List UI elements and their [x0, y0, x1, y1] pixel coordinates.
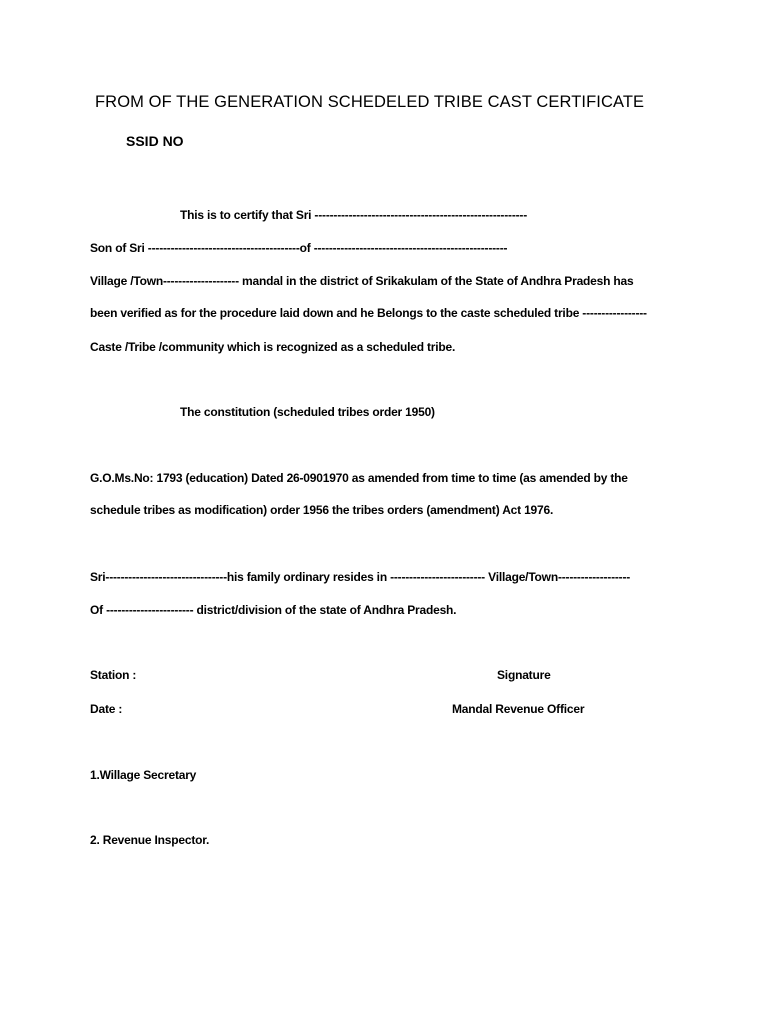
- willage-secretary-item: 1.Willage Secretary: [90, 768, 197, 782]
- signature-label: Signature: [497, 668, 551, 682]
- station-label: Station :: [90, 668, 137, 682]
- constitution-line: The constitution (scheduled tribes order 1950): [180, 405, 435, 419]
- verified-line: been verified as for the procedure laid down and he Belongs to the caste scheduled tribe -----------------: [90, 306, 647, 320]
- date-label: Date :: [90, 702, 123, 716]
- officer-label: Mandal Revenue Officer: [452, 702, 585, 716]
- revenue-inspector-item: 2. Revenue Inspector.: [90, 833, 210, 847]
- village-line: Village /Town-------------------- mandal in the district of Srikakulam of the State of Andhra Pradesh has: [90, 274, 634, 288]
- district-line: Of ----------------------- district/division of the state of Andhra Pradesh.: [90, 603, 457, 617]
- son-of-line: Son of Sri ----------------------------------------of ---------------------------------------------------: [90, 241, 508, 255]
- sri-family-line: Sri--------------------------------his family ordinary resides in ------------------------- Village/Town-------------------: [90, 570, 631, 584]
- schedule-line: schedule tribes as modification) order 1956 the tribes orders (amendment) Act 1976.: [90, 503, 554, 517]
- ssid-label: SSID NO: [126, 133, 184, 149]
- caste-line: Caste /Tribe /community which is recognized as a scheduled tribe.: [90, 340, 456, 354]
- goms-line: G.O.Ms.No: 1793 (education) Dated 26-0901970 as amended from time to time (as amended by the: [90, 471, 628, 485]
- certify-line: This is to certify that Sri --------------------------------------------------------: [180, 208, 528, 222]
- document-title: FROM OF THE GENERATION SCHEDELED TRIBE CAST CERTIFICATE: [95, 93, 645, 111]
